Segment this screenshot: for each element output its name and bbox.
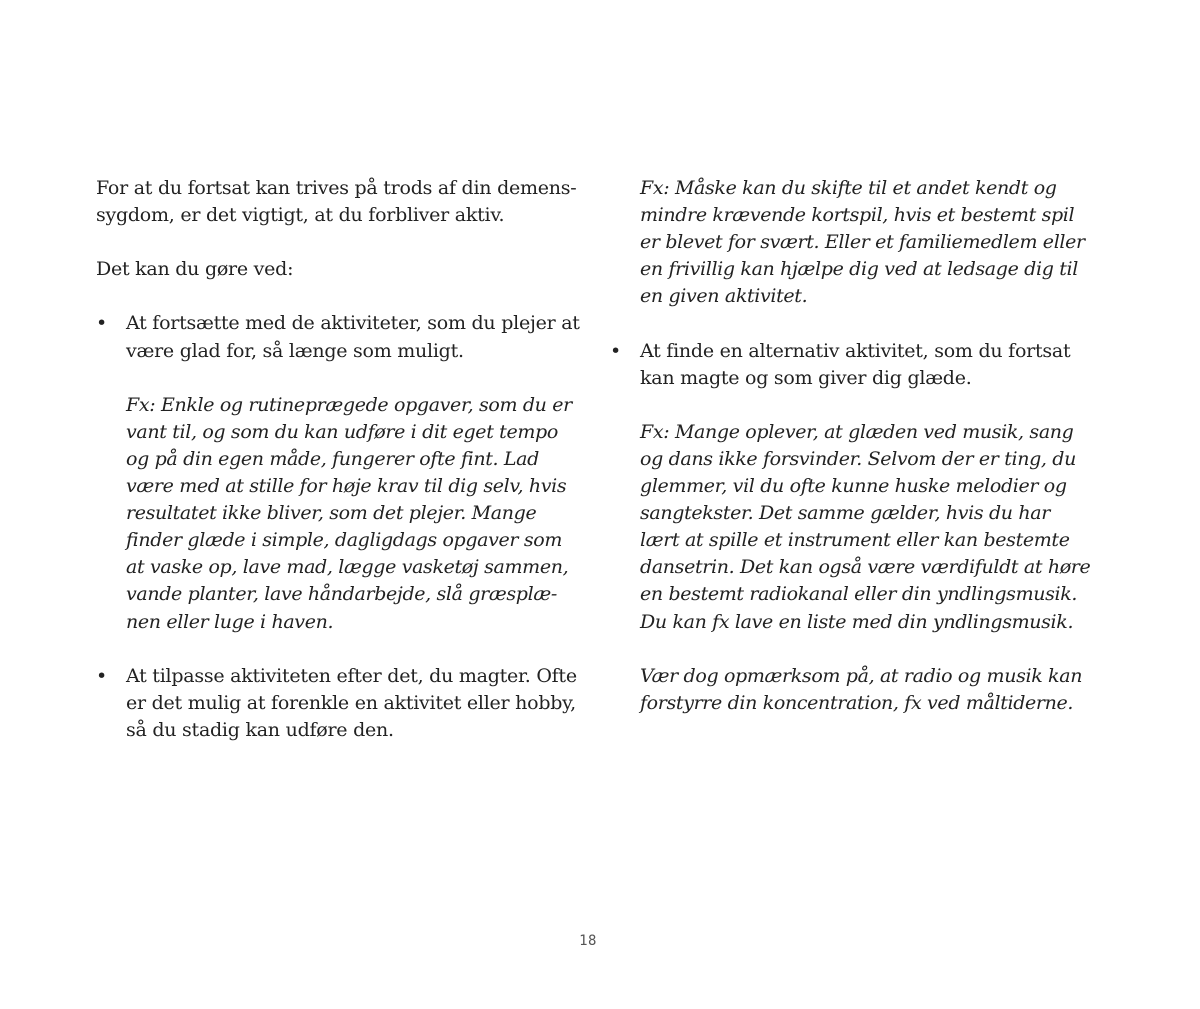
example-line: glemmer, vil du ofte kunne huske melodier og — [640, 475, 1067, 498]
bullet-marker: • — [96, 312, 108, 335]
example-line: Du kan fx lave en liste med din yndlingsmusik. — [640, 610, 1074, 633]
example-line: vant til, og som du kan udføre i dit eget tempo — [126, 420, 558, 443]
bullet-text-line: så du stadig kan udføre den. — [126, 718, 394, 741]
note-line: Vær dog opmærksom på, at radio og musik kan — [640, 664, 1083, 687]
bullet-marker: • — [610, 339, 622, 362]
bullet-continuation — [610, 175, 1090, 310]
example-line: Fx: Mange oplever, at glæden ved musik, sang — [640, 420, 1074, 443]
right-column — [610, 175, 1090, 717]
example-line: og dans ikke forsvinder. Selvom der er ting, du — [640, 447, 1076, 470]
intro-line: sygdom, er det vigtigt, at du forbliver aktiv. — [96, 204, 505, 227]
lead-paragraph: Det kan du gøre ved: — [96, 258, 294, 281]
example-line: sangtekster. Det samme gælder, hvis du har — [640, 502, 1050, 525]
example-line: en given aktivitet. — [640, 285, 808, 308]
note-line: forstyrre din koncentration, fx ved måltiderne. — [640, 691, 1074, 714]
bullet-item-adapt-activity — [96, 663, 576, 744]
bullet-item-alternative-activity — [610, 338, 1090, 717]
page-number: 18 — [579, 933, 597, 949]
bullet-text-line: være glad for, så længe som muligt. — [126, 339, 464, 362]
note-paragraph — [640, 663, 1090, 717]
example-line: resultatet ikke bliver, som det plejer. Mange — [126, 502, 537, 525]
bullet-text-line: At fortsætte med de aktiviteter, som du plejer at — [126, 312, 580, 335]
example-line: at vaske op, lave mad, lægge vasketøj sammen, — [126, 556, 569, 579]
example-paragraph — [126, 392, 576, 636]
example-paragraph — [640, 175, 1090, 310]
bullet-text-line: At tilpasse aktiviteten efter det, du magter. Ofte — [126, 664, 577, 687]
bullet-text-line: kan magte og som giver dig glæde. — [640, 366, 972, 389]
example-line: lært at spille et instrument eller kan bestemte — [640, 529, 1070, 552]
bullet-marker: • — [96, 664, 108, 687]
example-line: finder glæde i simple, dagligdags opgaver som — [126, 529, 563, 552]
example-line: dansetrin. Det kan også være værdifuldt at høre — [640, 556, 1091, 579]
example-line: mindre krævende kortspil, hvis et bestemt spil — [640, 204, 1075, 227]
example-line: nen eller luge i haven. — [126, 610, 334, 633]
bullet-text-line: At finde en alternativ aktivitet, som du fortsat — [640, 339, 1071, 362]
example-line: vande planter, lave håndarbejde, slå græsplæ- — [126, 583, 557, 606]
example-line: en bestemt radiokanal eller din yndlingsmusik. — [640, 583, 1078, 606]
example-line: Fx: Enkle og rutineprægede opgaver, som du er — [126, 393, 572, 416]
example-line: er blevet for svært. Eller et familiemedlem eller — [640, 231, 1085, 254]
example-line: en frivillig kan hjælpe dig ved at ledsage dig til — [640, 258, 1078, 281]
bullet-item-continue-activities — [96, 310, 580, 635]
intro-paragraph — [96, 175, 576, 229]
left-column — [96, 175, 580, 744]
intro-line: For at du fortsat kan trives på trods af din demens- — [96, 177, 577, 199]
bullet-text-line: er det mulig at forenkle en aktivitet eller hobby, — [126, 691, 576, 714]
example-paragraph — [640, 419, 1090, 636]
example-line: Fx: Måske kan du skifte til et andet kendt og — [640, 177, 1057, 199]
example-line: være med at stille for høje krav til dig selv, hvis — [126, 475, 567, 498]
example-line: og på din egen måde, fungerer ofte fint. Lad — [126, 447, 539, 470]
